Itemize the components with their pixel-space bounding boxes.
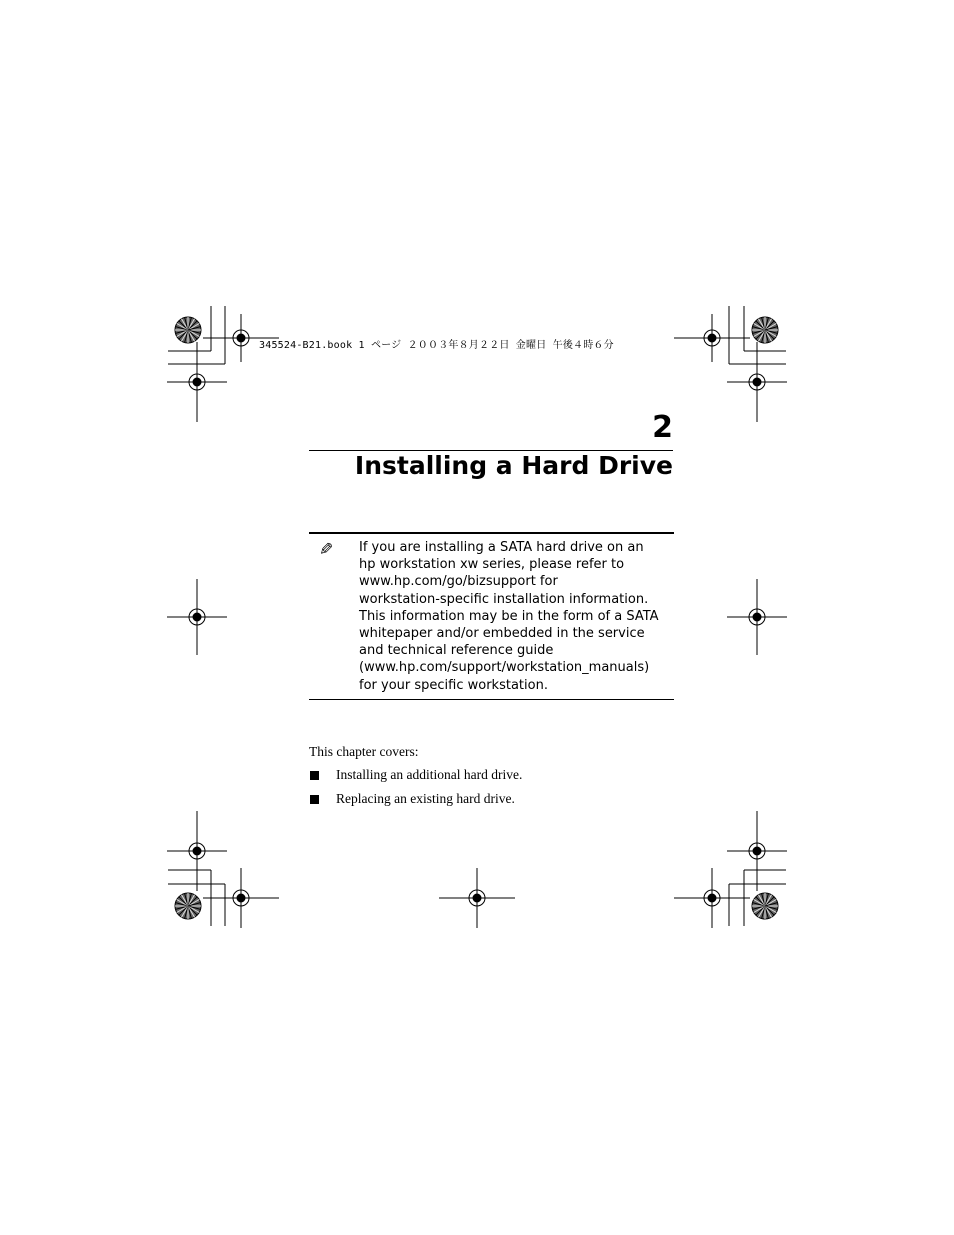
registration-target-icon	[674, 868, 750, 928]
starburst-mark-icon	[752, 317, 778, 343]
chapter-number: 2	[652, 410, 673, 445]
note-line: (www.hp.com/support/workstation_manuals)	[359, 660, 650, 676]
note-line: If you are installing a SATA hard drive on an	[359, 540, 644, 555]
note-text	[359, 539, 659, 694]
registration-target-icon	[439, 868, 515, 928]
registration-target-icon	[674, 314, 750, 362]
registration-target-icon	[167, 579, 227, 655]
bullet-square-icon	[310, 795, 319, 804]
registration-target-icon	[727, 811, 787, 891]
registration-target-icon	[167, 342, 227, 422]
note-line: This information may be in the form of a SATA	[359, 608, 659, 624]
starburst-mark-icon	[175, 893, 201, 919]
note-line: www.hp.com/go/bizsupport for	[359, 574, 558, 590]
registration-target-icon	[167, 811, 227, 891]
note-line: whitepaper and/or embedded in the service	[359, 626, 645, 642]
starburst-mark-icon	[752, 893, 778, 919]
print-slug-header: 345524-B21.book 1 ページ ２００３年８月２２日 金曜日 午後４時６分	[259, 340, 614, 351]
intro-paragraph: This chapter covers:	[309, 744, 419, 759]
note-line: and technical reference guide	[359, 643, 554, 659]
note-line: hp workstation xw series, please refer to	[359, 557, 625, 573]
registration-target-icon	[727, 342, 787, 422]
bullet-text: Replacing an existing hard drive.	[336, 791, 515, 806]
starburst-mark-icon	[175, 317, 201, 343]
registration-target-icon	[203, 868, 279, 928]
note-line: workstation-specific installation information.	[359, 591, 649, 607]
chapter-title: Installing a Hard Drive	[354, 451, 673, 480]
bullet-square-icon	[310, 771, 319, 780]
pencil-icon: ✎	[319, 540, 334, 560]
bullet-text: Installing an additional hard drive.	[336, 767, 523, 782]
registration-target-icon	[727, 579, 787, 655]
note-box	[309, 532, 674, 700]
note-line: for your specific workstation.	[359, 677, 548, 693]
